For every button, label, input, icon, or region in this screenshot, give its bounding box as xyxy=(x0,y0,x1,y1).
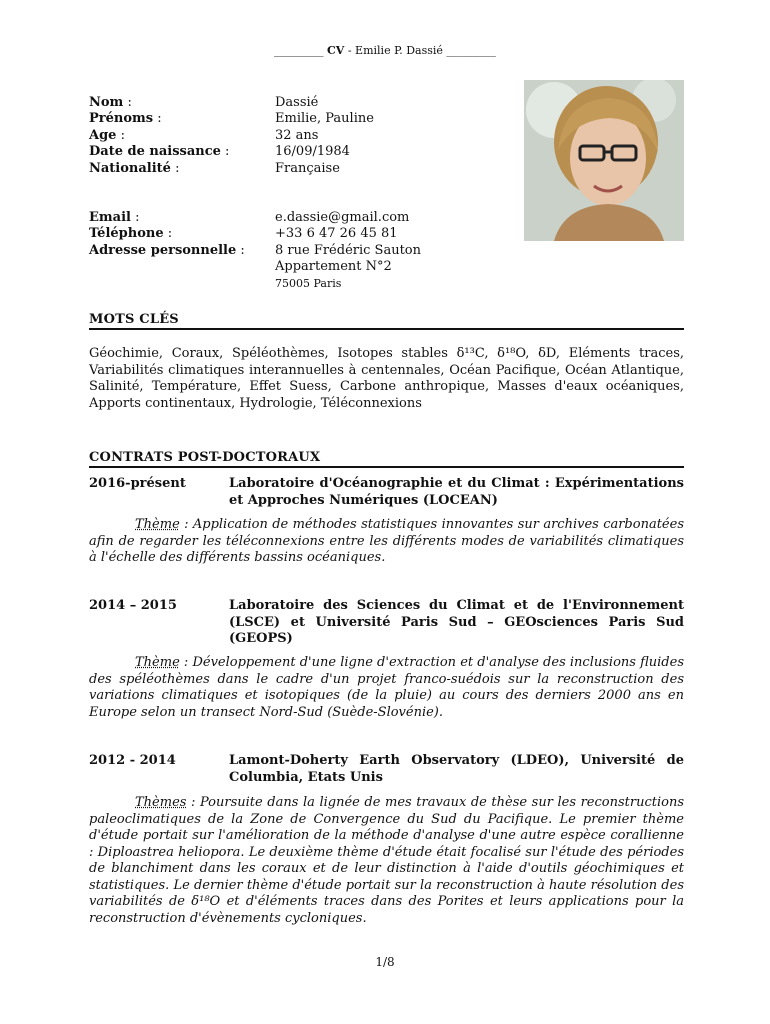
cv-label: CV xyxy=(327,44,345,57)
info-row-nom: Nom : Dassié xyxy=(89,95,319,110)
address-line-2: Appartement N°2 xyxy=(275,259,392,275)
keywords-text: Géochimie, Coraux, Spéléothèmes, Isotopes stables δ¹³C, δ¹⁸O, δD, Eléments traces, Variabilités climatiques interannuelles à centennales, Océan Pacifique, Océan Atlantique, Salinité, Température, Effet Suess, Carbone anthropique, Masses d'eaux océaniques, Apports continentaux, Hydrologie, Téléconnexions xyxy=(89,346,684,411)
entry-title: Lamont-Doherty Earth Observatory (LDEO), Université de Columbia, Etats Unis xyxy=(229,753,684,785)
info-row-birthdate: Date de naissance : 16/09/1984 xyxy=(89,144,350,160)
info-row-prenoms: Prénoms : Emilie, Pauline xyxy=(89,111,374,127)
portrait-illustration xyxy=(524,80,684,241)
entry-theme: Thèmes : Poursuite dans la lignée de mes travaux de thèse sur les reconstructions paleoclimatiques de la Zone de Convergence du Sud du Pacifique. Le premier thème d'étude portait sur l'amélioration de la méthode d'analyse d'une autre espèce corallienne : Diploastrea heliopora. Le deuxième thème d'étude était focalisé sur l'étude des périodes de blanchiment dans les coraux et de leur distinction à l'aide d'outils géochimiques et statistiques. Le dernier thème d'étude portait sur la reconstruction à haute résolution des variabilités de δ¹⁸O et d'éléments traces dans des Porites et leurs applications pour la reconstruction d'évènements cycloniques. xyxy=(89,795,684,926)
page-number: 1/8 xyxy=(375,955,395,969)
page-header: _________ CV - Emilie P. Dassié _________ xyxy=(274,44,496,57)
email-link[interactable]: e.dassie@gmail.com xyxy=(275,210,410,226)
personal-info xyxy=(89,95,505,292)
entry-date: 2014 – 2015 xyxy=(89,598,177,613)
entry-date: 2016-présent xyxy=(89,476,186,491)
entry-theme: Thème : Application de méthodes statistiques innovantes sur archives carbonatées afin de regarder les téléconnexions entre les différents modes de variabilités climatiques à l'échelle des différents bassins océaniques. xyxy=(89,517,684,565)
profile-photo xyxy=(524,80,684,241)
address-line-3: 75005 Paris xyxy=(275,276,342,290)
info-row-phone: Téléphone : +33 6 47 26 45 81 xyxy=(89,226,398,242)
postdoc-title: CONTRATS POST-DOCTORAUX xyxy=(89,450,684,468)
entry-title: Laboratoire des Sciences du Climat et de l'Environnement (LSCE) et Université Paris Sud – GEOsciences Paris Sud (GEOPS) xyxy=(229,598,684,646)
info-row-address: Adresse personnelle : 8 rue Frédéric Sauton xyxy=(89,242,421,258)
entry-title: Laboratoire d'Océanographie et du Climat : Expérimentations et Approches Numériques (LOCEAN) xyxy=(229,476,684,508)
entry-theme: Thème : Développement d'une ligne d'extraction et d'analyse des inclusions fluides des spéléothèmes dans le cadre d'un projet franco-suédois sur la reconstruction des variations climatiques et isotopiques (de la pluie) au cours des derniers 2000 ans en Europe selon un transect Nord-Sud (Suède-Slovénie). xyxy=(89,655,684,720)
keywords-title: MOTS CLÉS xyxy=(89,312,684,330)
entry-date: 2012 - 2014 xyxy=(89,753,176,768)
info-row-nationality: Nationalité : Française xyxy=(89,160,340,176)
info-row-email: Email : e.dassie@gmail.com xyxy=(89,210,505,226)
info-row-age: Age : 32 ans xyxy=(89,127,319,143)
